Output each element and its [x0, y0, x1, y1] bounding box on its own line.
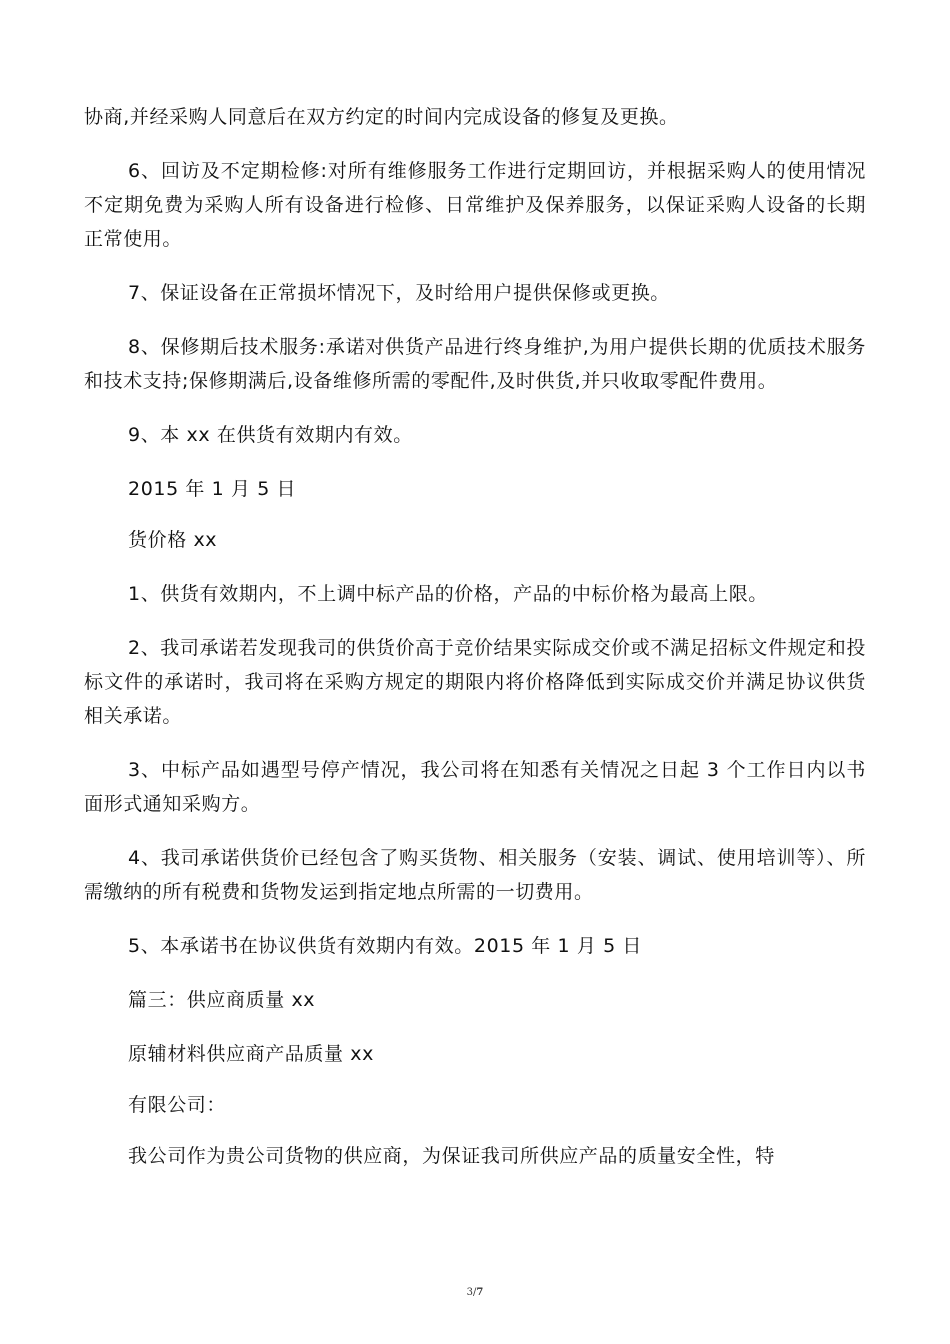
date-line: 2015 年 1 月 5 日 — [128, 478, 297, 500]
paragraph-item-6: 6、回访及不定期检修:对所有维修服务工作进行定期回访，并根据采购人的使用情况不定期免费为采购人所有设备进行检修、日常维护及保养服务，以保证采购人设备的长期正常使用。 — [84, 160, 866, 250]
page-total: 7 — [476, 1287, 484, 1298]
price-item-3: 3、中标产品如遇型号停产情况，我公司将在知悉有关情况之日起 3 个工作日内以书面形式通知采购方。 — [84, 759, 866, 815]
quality-body: 我公司作为贵公司货物的供应商，为保证我司所供应产品的质量安全性，特 — [128, 1145, 775, 1167]
price-item-4: 4、我司承诺供货价已经包含了购买货物、相关服务（安装、调试、使用培训等）、所需缴纳的所有税费和货物发运到指定地点所需的一切费用。 — [84, 847, 866, 903]
section-heading-quality: 篇三：供应商质量 xx — [128, 989, 316, 1011]
page-number — [0, 1287, 950, 1298]
paragraph-item-8: 8、保修期后技术服务:承诺对供货产品进行终身维护,为用户提供长期的优质技术服务和技术支持;保修期满后,设备维修所需的零配件,及时供货,并只收取零配件费用。 — [84, 336, 866, 392]
price-item-2: 2、我司承诺若发现我司的供货价高于竞价结果实际成交价或不满足招标文件规定和投标文件的承诺时，我司将在采购方规定的期限内将价格降低到实际成交价并满足协议供货相关承诺。 — [84, 637, 866, 727]
addressee-line: 有限公司： — [128, 1094, 227, 1116]
section-heading-price: 货价格 xx — [128, 529, 218, 551]
page-current: 3/ — [466, 1287, 477, 1298]
paragraph-item-9: 9、本 xx 在供货有效期内有效。 — [128, 424, 413, 446]
quality-title: 原辅材料供应商产品质量 xx — [128, 1043, 374, 1065]
price-item-5: 5、本承诺书在协议供货有效期内有效。2015 年 1 月 5 日 — [128, 935, 643, 957]
paragraph-continuation: 协商,并经采购人同意后在双方约定的时间内完成设备的修复及更换。 — [84, 106, 679, 128]
document-body — [84, 100, 866, 1173]
paragraph-item-7: 7、保证设备在正常损坏情况下，及时给用户提供保修或更换。 — [128, 282, 670, 304]
price-item-1: 1、供货有效期内，不上调中标产品的价格，产品的中标价格为最高上限。 — [128, 583, 768, 605]
